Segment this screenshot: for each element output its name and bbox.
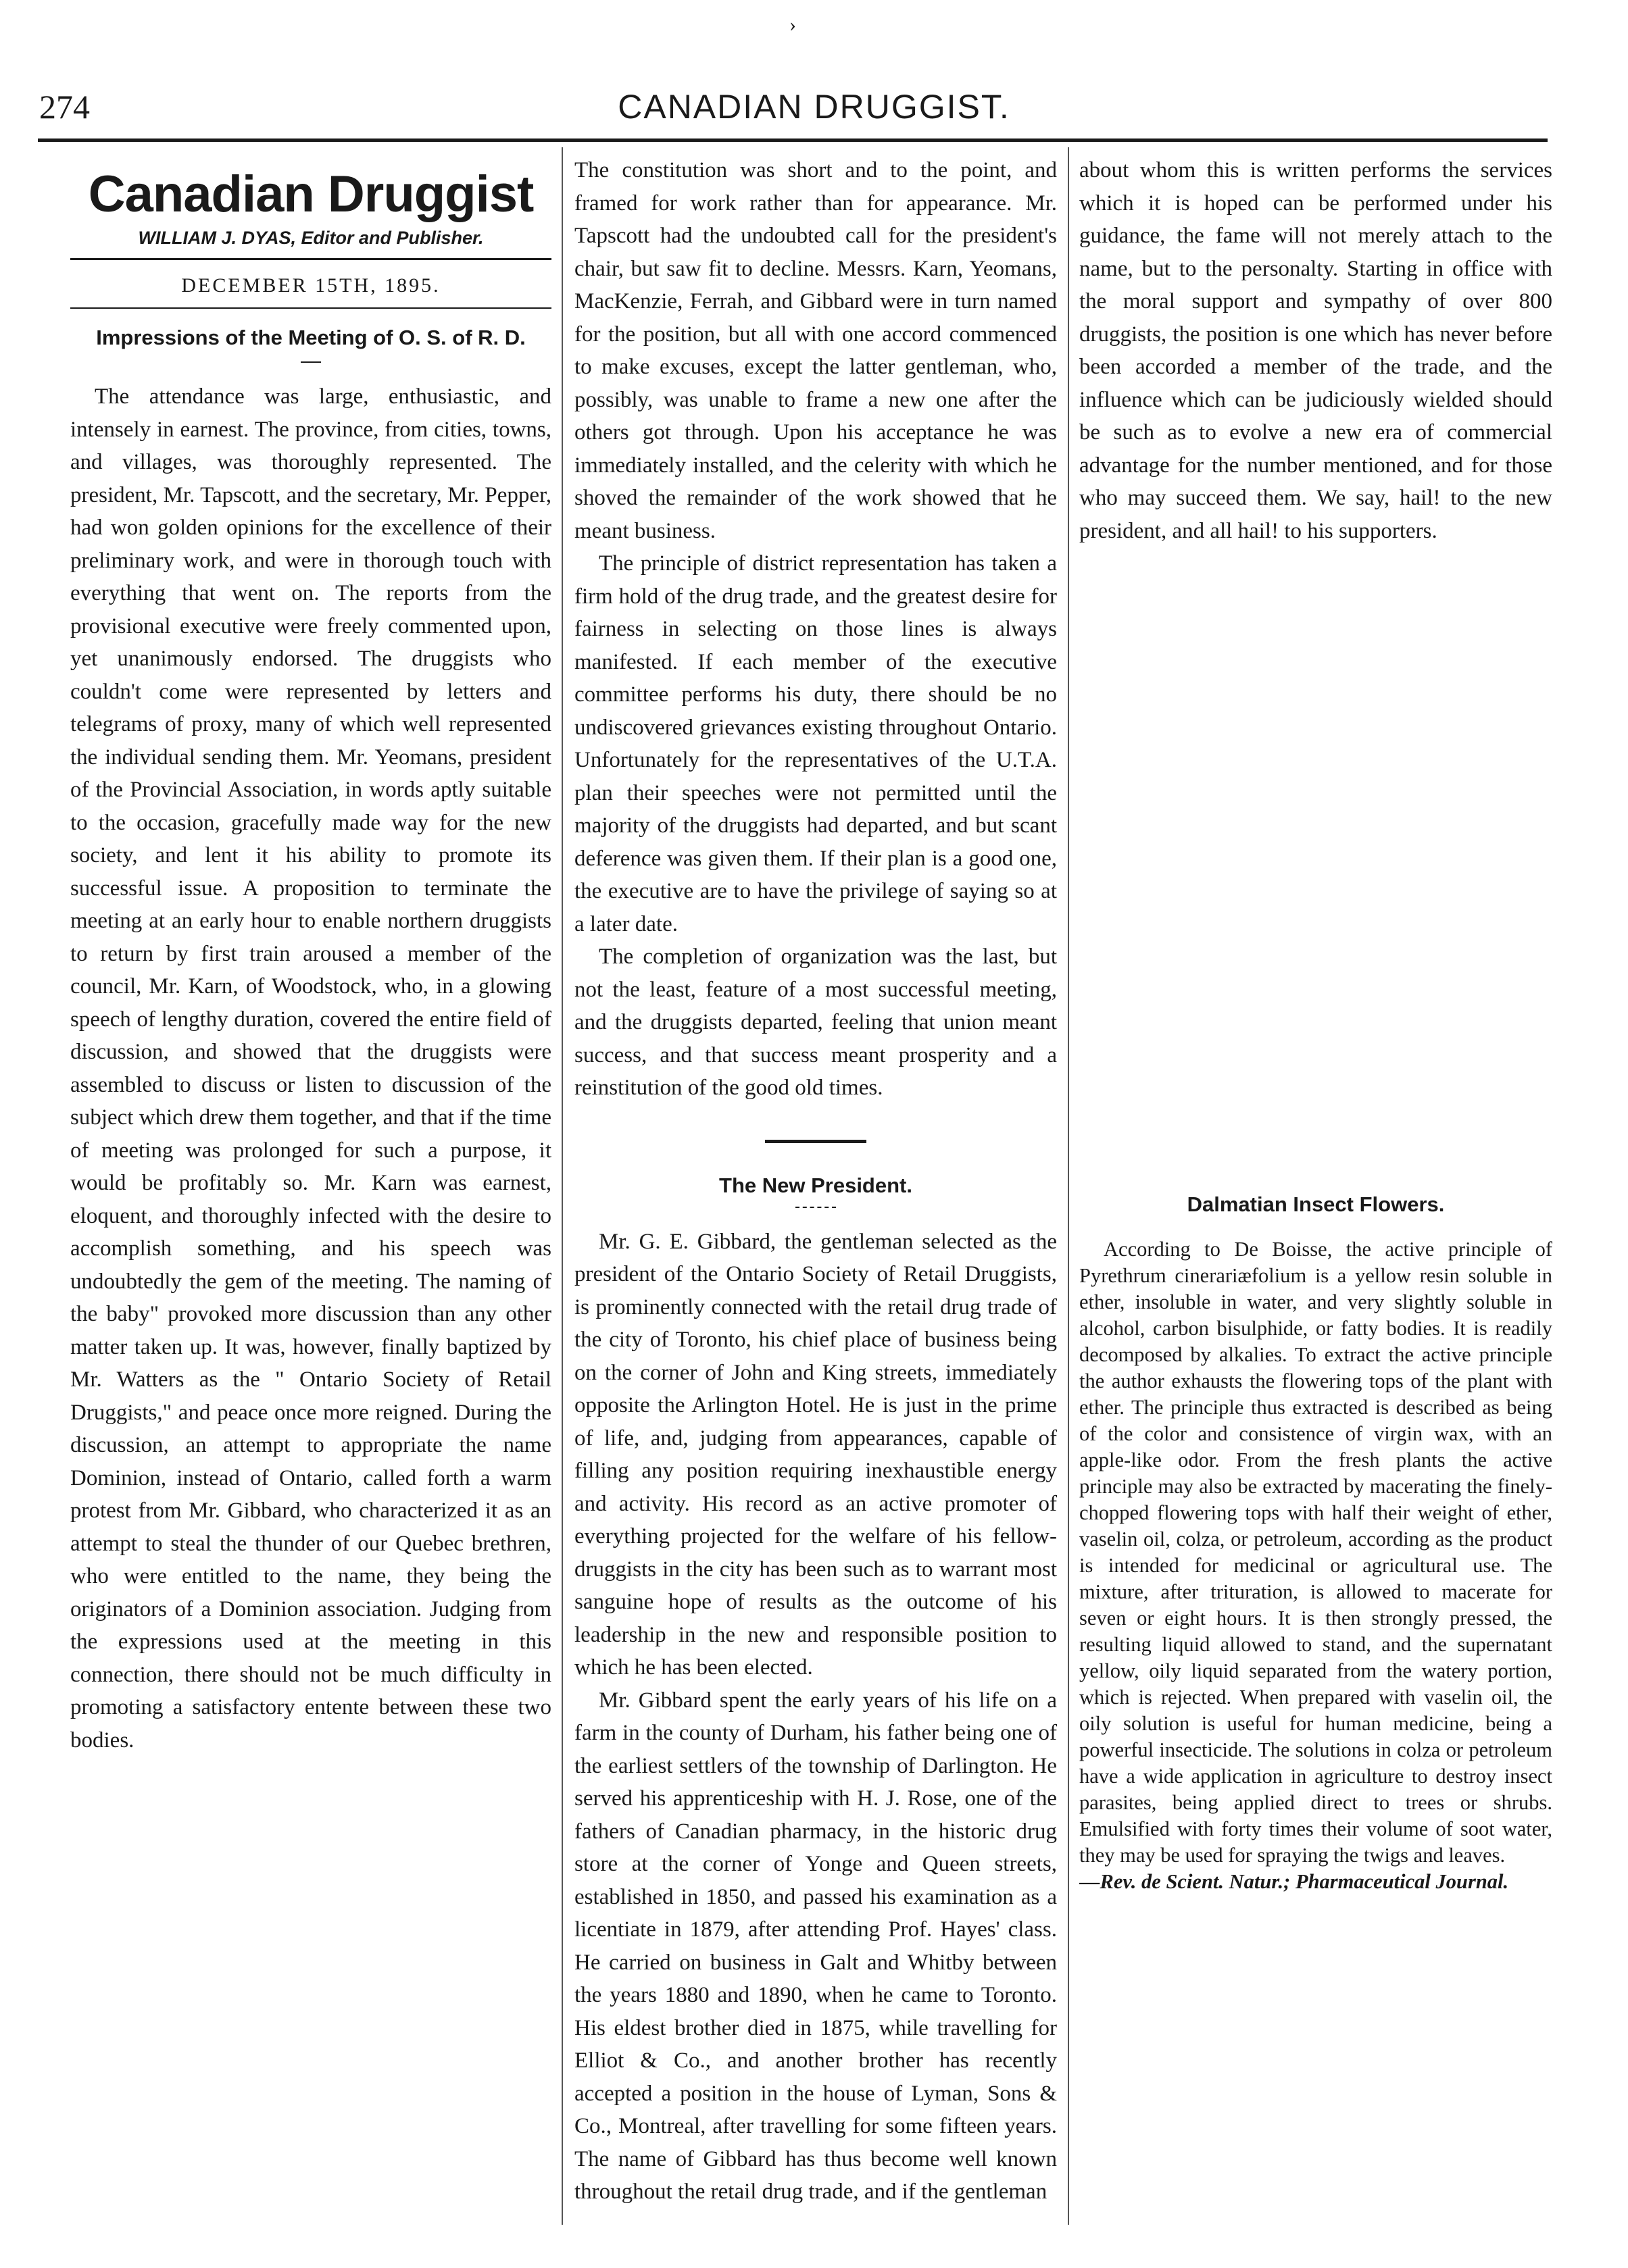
insect-heading: Dalmatian Insect Flowers. bbox=[1187, 1192, 1445, 1216]
masthead-editor: WILLIAM J. DYAS, Editor and Publisher. bbox=[138, 228, 484, 248]
meeting-paragraph-1: The attendance was large, enthusiastic, and intensely in earnest. The province, from cities, towns, and villages, was thoroughly represented. The president, Mr. Tapscott, and the secretary, Mr. Pepper, had won golden opinions for the excellence of their preliminary work, and were in thorough touch with everything that went on. The reports from the provisional executive were freely commented upon, yet unanimously endorsed. The druggists who couldn't come were represented by letters and telegrams of proxy, many of which well represented the individual sending them. Mr. Yeomans, president of the Provincial Association, in words aptly suitable to the occasion, gracefully made way for the new society, and lent it his ability to promote its successful issue. A proposition to terminate the meeting at an early hour to enable northern druggists to return by first train aroused a member of the council, Mr. Karn, of Woodstock, who, in a glowing speech of lengthy duration, covered the entire field of discussion, and showed that the druggists were assembled to discuss or listen to discussion of the subject which drew them together, and that if the time of meeting was prolonged for such a purpose, it would be profitably so. Mr. Karn was earnest, eloquent, and thoroughly infected with the desire to accomplish something, and his speech was undoubtedly the gem of the meeting. The naming of the baby" provoked more discussion than any other matter taken up. It was, however, finally baptized by Mr. Watters as the " Ontario Society of Retail Druggists," and peace once more reigned. During the discussion, an attempt to appropriate the name Dominion, instead of Ontario, called forth a warm protest from Mr. Gibbard, who characterized it as an attempt to steal the thunder of our Quebec brethren, who were entitled to the name, they being the originators of a Dominion association. Judging from the expressions used at the meeting in this connection, there should not be much difficulty in promoting a satisfactory entente between these two bodies. bbox=[70, 384, 551, 1753]
meeting-paragraph-4: The completion of organization was the last, but not the least, feature of a most successful meeting, and the druggists departed, feeling that union meant success, and that success meant prosperity and a reinstitution of the good old times. bbox=[574, 944, 1057, 1100]
president-paragraph-1: Mr. G. E. Gibbard, the gentleman selected as the president of the Ontario Society of Retail Druggists, is prominently connected with the retail drug trade of the city of Toronto, his chief place of business being on the corner of John and King streets, immediately opposite the Arlington Hotel. He is just in the prime of life, and, judging from appearances, capable of filling any position requiring inexhaustible energy and activity. His record as an active promoter of everything projected for the welfare of his fellow-druggists in the city has been such as to warrant most sanguine hope of results as the outcome of his leadership in the new and responsible position to which he has been elected. bbox=[574, 1229, 1057, 1680]
running-head: CANADIAN DRUGGIST. bbox=[618, 88, 1010, 126]
section-separator bbox=[765, 1140, 866, 1143]
insect-paragraph-1: According to De Boisse, the active principle of Pyrethrum cinerariæfolium is a yellow resin soluble in ether, insoluble in water, and very slightly soluble in alcohol, carbon bisulphide, or fatty bodies. It is readily decomposed by alkalies. To extract the active principle the author exhausts the flowering tops of the plant with ether. The principle thus extracted is described as being of the color and consistence of virgin wax, with an apple-like odor. From the fresh plants the active principle may also be extracted by macerating the finely-chopped flowering tops with half their weight of ether, vaselin oil, colza, or petroleum, according as the product is intended for medicinal or agricultural use. The mixture, after trituration, is allowed to macerate for seven or eight hours. It is then strongly pressed, the resulting liquid allowed to stand, and the supernatant yellow, oily liquid separated from the watery portion, which is rejected. When prepared with vaselin oil, the oily solution is useful for human medicine, being a powerful insecticide. The solutions in colza or petroleum have a wide application in agriculture to destroy insect parasites, being applied direct to trees or shrubs. Emulsified with forty times their volume of soot water, they may be used for spraying the twigs and leaves. bbox=[1079, 1238, 1552, 1867]
column-1 bbox=[70, 154, 551, 1757]
top-mark: › bbox=[789, 14, 796, 36]
president-paragraph-2-continued: about whom this is written performs the services which it is hoped can be performed under his guidance, the fame will not merely attach to the name, but to the personalty. Starting in office with the moral support and sympathy of over 800 druggists, the position is one which has never before been accorded a member of the trade, and the influence which can be judiciously wielded should be such as to evolve a new era of commercial advantage for the number mentioned, and for those who may succeed them. We say, hail! to the new president, and all hail! to his supporters. bbox=[1079, 158, 1552, 543]
dateline: DECEMBER 15TH, 1895. bbox=[181, 274, 441, 297]
masthead-rule bbox=[70, 258, 551, 260]
column-3 bbox=[1079, 154, 1552, 1167]
dateline-rule bbox=[70, 307, 551, 309]
masthead-title: Canadian Druggist bbox=[88, 166, 534, 223]
meeting-heading: Impressions of the Meeting of O. S. of R. D. bbox=[96, 326, 526, 349]
heading-dash bbox=[301, 361, 321, 363]
president-heading: The New President. bbox=[719, 1173, 912, 1197]
page-number: 274 bbox=[39, 88, 90, 126]
meeting-paragraph-2: The constitution was short and to the point, and framed for work rather than for appearance. Mr. Tapscott had the undoubted call for the president's chair, but saw fit to decline. Messrs. Karn, Yeomans, MacKenzie, Ferrah, and Gibbard were in turn named for the position, but all with one accord commenced to make excuses, except the latter gentleman, who, possibly, was unable to frame a new one after the others got through. Upon his acceptance he was immediately installed, and the celerity with which he shoved the remainder of the work showed that he meant business. bbox=[574, 158, 1057, 543]
column-3-insect-section bbox=[1079, 1190, 1552, 1895]
column-2 bbox=[574, 154, 1057, 2209]
column-divider-1 bbox=[562, 147, 563, 2225]
column-divider-2 bbox=[1068, 147, 1069, 2225]
insect-source: —Rev. de Scient. Natur.; Pharmaceutical Journal. bbox=[1079, 1870, 1509, 1893]
meeting-paragraph-3: The principle of district representation has taken a firm hold of the drug trade, and the greatest desire for fairness in selecting on those lines is always manifested. If each member of the executive committee performs his duty, there should be no undiscovered grievances existing throughout Ontario. Unfortunately for the representatives of the U.T.A. plan their speeches were not permitted until the majority of the druggists had departed, and but scant deference was given them. If their plan is a good one, the executive are to have the privilege of saying so at a later date. bbox=[574, 551, 1057, 936]
heading-dash bbox=[795, 1207, 836, 1208]
header-rule bbox=[38, 138, 1548, 142]
president-paragraph-2: Mr. Gibbard spent the early years of his life on a farm in the county of Durham, his father being one of the earliest settlers of the township of Darlington. He served his apprenticeship with H. J. Rose, one of the fathers of Canadian pharmacy, in the historic drug store at the corner of Yonge and Queen streets, established in 1850, and passed his examination as a licentiate in 1879, after attending Prof. Hayes' class. He carried on business in Galt and Whitby between the years 1880 and 1890, when he came to Toronto. His eldest brother died in 1875, while travelling for Elliot & Co., and another brother has recently accepted a position in the house of Lyman, Sons & Co., Montreal, after travelling for some fifteen years. The name of Gibbard has thus become well known throughout the retail drug trade, and if the gentleman bbox=[574, 1688, 1057, 2204]
